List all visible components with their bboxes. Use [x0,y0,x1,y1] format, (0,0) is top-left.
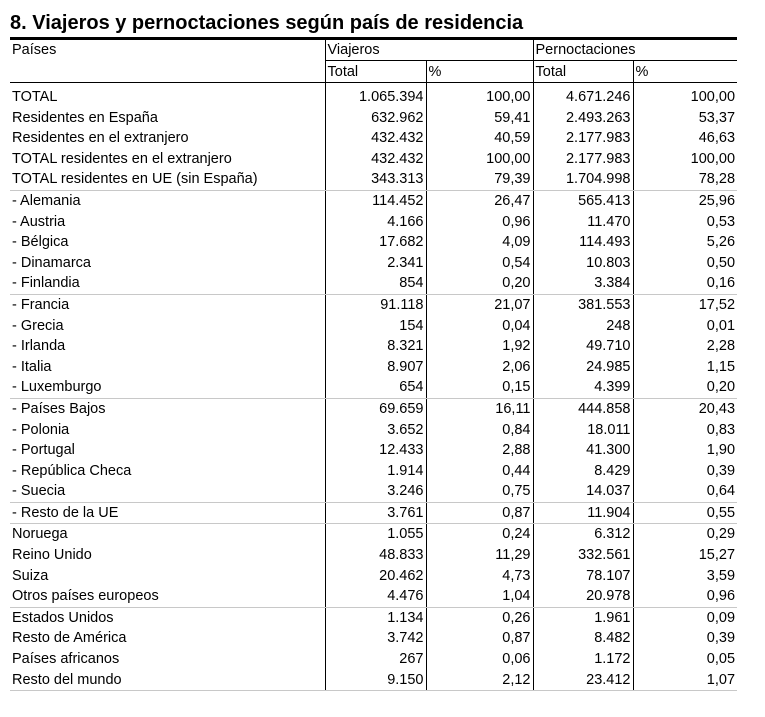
row-overnights-total: 444.858 [533,398,633,419]
row-travelers-percent: 0,54 [426,253,533,274]
table-row [10,149,737,170]
header-travelers-total: Total [325,61,426,83]
row-travelers-percent: 0,15 [426,377,533,398]
row-overnights-percent: 100,00 [633,149,737,170]
row-overnights-total: 78.107 [533,566,633,587]
row-overnights-percent: 15,27 [633,545,737,566]
row-overnights-total: 2.177.983 [533,149,633,170]
row-travelers-percent: 0,06 [426,649,533,670]
row-overnights-percent: 53,37 [633,108,737,129]
row-travelers-percent: 2,88 [426,440,533,461]
row-overnights-percent: 2,28 [633,336,737,357]
row-travelers-percent: 11,29 [426,545,533,566]
row-travelers-total: 654 [325,377,426,398]
table-row [10,128,737,149]
row-overnights-percent: 5,26 [633,232,737,253]
row-overnights-percent: 17,52 [633,294,737,315]
header-travelers-percent: % [426,61,533,83]
row-name: - Suecia [10,481,325,502]
row-name: - Luxemburgo [10,377,325,398]
row-name: Resto de América [12,630,127,647]
row-overnights-total: 4.671.246 [533,87,633,108]
row-travelers-percent: 0,84 [426,420,533,441]
row-travelers-total: 2.341 [325,253,426,274]
row-overnights-total: 20.978 [533,586,633,607]
row-travelers-percent: 26,47 [426,190,533,211]
row-travelers-total: 9.150 [325,670,426,691]
row-travelers-percent: 16,11 [426,398,533,419]
row-name: Otros países europeos [10,586,325,607]
row-travelers-total: 432.432 [325,149,426,170]
row-travelers-total: 114.452 [325,190,426,211]
row-overnights-total: 3.384 [533,273,633,294]
row-overnights-total: 23.412 [533,670,633,691]
row-overnights-total: 1.961 [533,607,633,628]
row-overnights-percent: 78,28 [633,169,737,190]
table-title: 8. Viajeros y pernoctaciones según país de residencia [10,12,524,34]
row-travelers-percent: 4,09 [426,232,533,253]
row-travelers-percent: 0,87 [426,628,533,649]
row-overnights-percent: 0,20 [633,377,737,398]
row-overnights-percent: 0,09 [633,607,737,628]
row-overnights-total: 565.413 [533,190,633,211]
row-overnights-percent: 0,53 [633,212,737,233]
row-overnights-percent: 1,15 [633,357,737,378]
row-overnights-total: 332.561 [533,545,633,566]
row-travelers-total: 1.134 [325,607,426,628]
row-overnights-percent: 0,64 [633,481,737,502]
header-travelers: Viajeros [325,40,533,61]
row-name: Estados Unidos [12,609,114,626]
row-overnights-percent: 0,96 [633,586,737,607]
table-row [10,607,737,628]
table-row [10,545,737,566]
row-overnights-total: 10.803 [533,253,633,274]
row-name: TOTAL residentes en el extranjero [12,150,232,167]
row-overnights-percent: 1,07 [633,670,737,691]
table-body [10,83,737,691]
row-travelers-total: 4.166 [325,212,426,233]
row-travelers-percent: 4,73 [426,566,533,587]
row-name: - Bélgica [12,234,69,251]
header-overnights-percent: % [633,61,737,83]
row-name: - Francia [12,296,70,313]
row-travelers-percent: 0,96 [426,212,533,233]
row-overnights-percent: 0,01 [633,316,737,337]
table-row [10,566,737,587]
row-name: Resto del mundo [10,670,325,691]
row-travelers-percent: 21,07 [426,294,533,315]
row-travelers-total: 3.761 [325,502,426,524]
row-name: - Finlandia [10,273,325,294]
row-travelers-total: 17.682 [325,232,426,253]
row-name: - Dinamarca [12,254,91,271]
row-name: - Irlanda [12,338,66,355]
row-travelers-percent: 59,41 [426,108,533,129]
table-row [10,398,737,419]
row-overnights-total: 2.177.983 [533,128,633,149]
row-name: - Austria [12,213,66,230]
table-row [10,87,737,108]
row-name: - Resto de la UE [10,502,325,524]
table-row [10,502,737,524]
row-overnights-percent: 100,00 [633,87,737,108]
row-overnights-total: 381.553 [533,294,633,315]
residence-table [10,40,737,691]
row-overnights-total: 49.710 [533,336,633,357]
row-name: - Alemania [12,192,81,209]
header-overnights: Pernoctaciones [533,40,737,61]
row-overnights-total: 248 [533,316,633,337]
row-name: Noruega [12,526,68,543]
row-travelers-total: 3.652 [325,420,426,441]
row-name: - Polonia [12,421,70,438]
row-travelers-percent: 40,59 [426,128,533,149]
row-name: - Portugal [12,442,75,459]
row-travelers-percent: 0,26 [426,607,533,628]
table-row [10,212,737,233]
row-travelers-percent: 0,20 [426,273,533,294]
row-travelers-percent: 0,04 [426,316,533,337]
row-travelers-total: 20.462 [325,566,426,587]
row-travelers-percent: 100,00 [426,87,533,108]
row-overnights-percent: 0,39 [633,461,737,482]
row-overnights-total: 114.493 [533,232,633,253]
row-travelers-percent: 2,12 [426,670,533,691]
row-overnights-percent: 46,63 [633,128,737,149]
row-overnights-total: 8.429 [533,461,633,482]
row-travelers-percent: 1,92 [426,336,533,357]
row-name: Suiza [12,567,49,584]
row-travelers-total: 91.118 [325,294,426,315]
table-row [10,628,737,649]
table-row [10,440,737,461]
row-overnights-total: 11.904 [533,502,633,524]
row-travelers-total: 854 [325,273,426,294]
table-row [10,294,737,315]
row-travelers-percent: 1,04 [426,586,533,607]
row-overnights-percent: 20,43 [633,398,737,419]
row-overnights-total: 2.493.263 [533,108,633,129]
row-travelers-total: 154 [325,316,426,337]
row-name: Residentes en el extranjero [12,130,189,147]
row-travelers-percent: 0,44 [426,461,533,482]
header-countries: Países [12,42,57,59]
row-travelers-total: 267 [325,649,426,670]
table-row [10,524,737,545]
row-overnights-percent: 0,29 [633,524,737,545]
row-travelers-total: 48.833 [325,545,426,566]
row-travelers-total: 4.476 [325,586,426,607]
row-overnights-total: 18.011 [533,420,633,441]
row-overnights-total: 1.704.998 [533,169,633,190]
header-overnights-total: Total [533,61,633,83]
row-travelers-total: 1.914 [325,461,426,482]
row-travelers-total: 69.659 [325,398,426,419]
row-overnights-percent: 0,83 [633,420,737,441]
row-travelers-percent: 0,75 [426,481,533,502]
table-row [10,190,737,211]
row-travelers-total: 432.432 [325,128,426,149]
row-overnights-percent: 0,39 [633,628,737,649]
row-name: - República Checa [12,462,132,479]
row-overnights-total: 14.037 [533,481,633,502]
row-travelers-total: 3.742 [325,628,426,649]
table-row [10,670,737,691]
row-travelers-total: 8.321 [325,336,426,357]
table-row [10,586,737,607]
row-travelers-percent: 0,24 [426,524,533,545]
row-travelers-total: 3.246 [325,481,426,502]
row-overnights-percent: 25,96 [633,190,737,211]
row-travelers-total: 343.313 [325,169,426,190]
row-travelers-percent: 79,39 [426,169,533,190]
table-row [10,108,737,129]
row-overnights-percent: 0,05 [633,649,737,670]
row-name: - Países Bajos [12,400,106,417]
row-overnights-total: 8.482 [533,628,633,649]
row-name: Residentes en España [12,109,158,126]
row-overnights-percent: 0,16 [633,273,737,294]
table-row [10,273,737,294]
row-overnights-total: 4.399 [533,377,633,398]
row-travelers-total: 1.055 [325,524,426,545]
row-travelers-percent: 0,87 [426,502,533,524]
row-name: Países africanos [12,651,120,668]
row-travelers-percent: 100,00 [426,149,533,170]
table-row [10,649,737,670]
table-row [10,420,737,441]
row-name: - Italia [12,358,52,375]
row-name: TOTAL residentes en UE (sin España) [10,169,325,190]
table-row [10,461,737,482]
row-name: - Grecia [12,317,64,334]
table-row [10,169,737,190]
row-overnights-percent: 0,50 [633,253,737,274]
row-travelers-total: 12.433 [325,440,426,461]
table-row [10,232,737,253]
row-overnights-percent: 3,59 [633,566,737,587]
row-overnights-total: 6.312 [533,524,633,545]
row-overnights-percent: 1,90 [633,440,737,461]
row-overnights-total: 11.470 [533,212,633,233]
row-name: TOTAL [12,89,58,105]
row-travelers-percent: 2,06 [426,357,533,378]
row-overnights-percent: 0,55 [633,502,737,524]
row-travelers-total: 8.907 [325,357,426,378]
table-row [10,253,737,274]
table-row [10,481,737,502]
header-blank [10,61,325,83]
row-travelers-total: 632.962 [325,108,426,129]
row-travelers-total: 1.065.394 [325,87,426,108]
row-overnights-total: 41.300 [533,440,633,461]
row-overnights-total: 24.985 [533,357,633,378]
table-row [10,377,737,398]
table-row [10,357,737,378]
row-overnights-total: 1.172 [533,649,633,670]
table-row [10,316,737,337]
row-name: Reino Unido [12,547,92,564]
table-row [10,336,737,357]
